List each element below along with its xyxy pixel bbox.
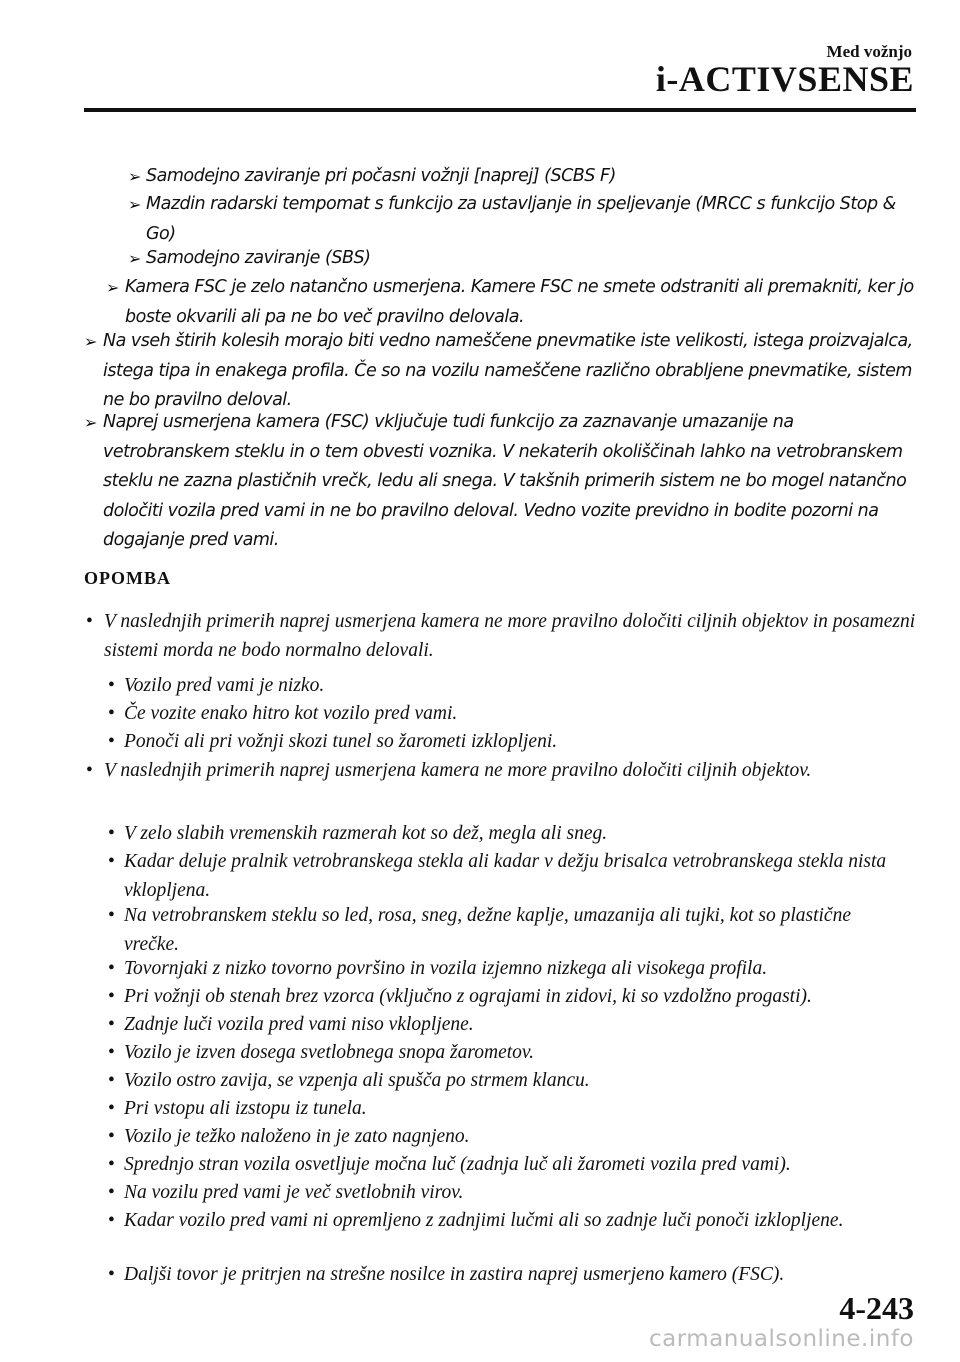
note-subitem-text: Kadar deluje pralnik vetrobranskega stekla ali kadar v dežju brisalca vetrobranskega stekla nista vklopljena. (124, 851, 887, 901)
dot-bullet-icon: • (108, 1070, 115, 1091)
note-subitem (108, 1039, 918, 1068)
note-subitem (108, 728, 918, 757)
bullet-item (106, 273, 918, 332)
note-item (86, 757, 846, 786)
note-subitem (108, 672, 918, 701)
dot-bullet-icon: • (108, 958, 115, 979)
dot-bullet-icon: • (108, 1098, 115, 1119)
header-rule (84, 108, 916, 112)
arrow-bullet-icon: ➢ (84, 413, 97, 432)
dot-bullet-icon: • (108, 1042, 115, 1063)
dot-bullet-icon: • (108, 851, 115, 872)
note-subitem (108, 700, 918, 729)
bullet-item (128, 190, 918, 249)
note-subitem (108, 1123, 918, 1152)
dot-bullet-icon: • (108, 1210, 115, 1231)
watermark: carmanualsonline.info (648, 1326, 914, 1352)
bullet-item (128, 244, 918, 274)
note-subitem (108, 983, 918, 1012)
bullet-text: Mazdin radarski tempomat s funkcijo za ustavljanje in speljevanje (MRCC s funkcijo Stop & Go) (146, 194, 896, 244)
note-subitem-text: Vozilo je izven dosega svetlobnega snopa žarometov. (124, 1042, 534, 1063)
dot-bullet-icon: • (108, 1126, 115, 1147)
dot-bullet-icon: • (108, 731, 115, 752)
note-subitem-text: V zelo slabih vremenskih razmerah kot so dež, megla ali sneg. (124, 823, 608, 844)
bullet-text: Samodejno zaviranje (SBS) (146, 248, 371, 268)
note-subitem-text: Vozilo je težko naloženo in je zato nagnjeno. (124, 1126, 470, 1147)
note-item (86, 608, 918, 665)
note-subitem-text: Vozilo pred vami je nizko. (124, 675, 325, 696)
dot-bullet-icon: • (108, 1014, 115, 1035)
note-subitem-text: Če vozite enako hitro kot vozilo pred vami. (124, 703, 458, 724)
dot-bullet-icon: • (86, 611, 93, 632)
arrow-bullet-icon: ➢ (128, 249, 141, 268)
dot-bullet-icon: • (108, 675, 115, 696)
bullet-text: Naprej usmerjena kamera (FSC) vključuje tudi funkcijo za zaznavanje umazanije na vetrobranskem steklu in o tem obvesti voznika. V nekaterih okoliščinah lahko na vetrobranskem steklu ne zazna plastičnih vrečk, ledu ali snega. V takšnih primerih sistem ne bo mogel natančno določiti vozila pred vami in ne bo pravilno deloval. Vedno vozite previdno in bodite pozorni na dogajanje pred vami. (103, 412, 907, 550)
note-subitem (108, 1261, 918, 1290)
bullet-text: Kamera FSC je zelo natančno usmerjena. Kamere FSC ne smete odstraniti ali premakniti, ker jo boste okvarili ali pa ne bo več pravilno delovala. (125, 277, 914, 327)
note-subitem-text: Daljši tovor je pritrjen na strešne nosilce in zastira naprej usmerjeno kamero (FSC). (124, 1264, 785, 1285)
note-subitem-text: Vozilo ostro zavija, se vzpenja ali spušča po strmem klancu. (124, 1070, 590, 1091)
dot-bullet-icon: • (108, 1264, 115, 1285)
note-subitem (108, 1067, 918, 1096)
note-subitem-text: Na vetrobranskem steklu so led, rosa, sneg, dežne kaplje, umazanija ali tujki, kot so plastične vrečke. (124, 905, 851, 955)
bullet-text: Samodejno zaviranje pri počasni vožnji [naprej] (SCBS F) (146, 166, 616, 186)
note-subitem (108, 902, 888, 959)
note-subitem (108, 1207, 868, 1236)
note-subitem (108, 1179, 918, 1208)
arrow-bullet-icon: ➢ (84, 332, 97, 351)
dot-bullet-icon: • (108, 986, 115, 1007)
note-subitem (108, 1095, 918, 1124)
page-header (0, 0, 960, 118)
note-subitem-text: Sprednjo stran vozila osvetljuje močna luč (zadnja luč ali žarometi vozila pred vami). (124, 1154, 791, 1175)
dot-bullet-icon: • (108, 1182, 115, 1203)
note-subitem (108, 848, 908, 905)
bullet-item (84, 408, 918, 556)
note-subitem-text: Ponoči ali pri vožnji skozi tunel so žarometi izklopljeni. (124, 731, 558, 752)
note-text: V naslednjih primerih naprej usmerjena kamera ne more pravilno določiti ciljnih objektov in posamezni sistemi morda ne bodo normalno delovali. (104, 611, 916, 661)
note-text: V naslednjih primerih naprej usmerjena kamera ne more pravilno določiti ciljnih objektov. (104, 760, 812, 781)
section-label: Med vožnjo (826, 42, 912, 61)
note-title: OPOMBA (84, 568, 171, 588)
note-subitem-text: Pri vstopu ali izstopu iz tunela. (124, 1098, 367, 1119)
note-subitem-text: Tovornjaki z nizko tovorno površino in vozila izjemno nizkega ali visokega profila. (124, 958, 768, 979)
arrow-bullet-icon: ➢ (106, 278, 119, 297)
bullet-item (84, 327, 918, 416)
note-subitem (108, 1011, 918, 1040)
dot-bullet-icon: • (108, 905, 115, 926)
dot-bullet-icon: • (108, 1154, 115, 1175)
bullet-item (128, 162, 918, 192)
page-number: 4-243 (839, 1290, 914, 1326)
note-subitem-text: Kadar vozilo pred vami ni opremljeno z zadnjimi lučmi ali so zadnje luči ponoči izklopljene. (124, 1210, 844, 1231)
note-subitem-text: Zadnje luči vozila pred vami niso vklopljene. (124, 1014, 474, 1035)
chapter-title: i-ACTIVSENSE (655, 59, 914, 99)
arrow-bullet-icon: ➢ (128, 195, 141, 214)
dot-bullet-icon: • (86, 760, 93, 781)
note-subitem (108, 1151, 918, 1180)
dot-bullet-icon: • (108, 823, 115, 844)
dot-bullet-icon: • (108, 703, 115, 724)
note-subitem (108, 820, 918, 849)
note-subitem-text: Na vozilu pred vami je več svetlobnih virov. (124, 1182, 464, 1203)
bullet-text: Na vseh štirih kolesih morajo biti vedno nameščene pnevmatike iste velikosti, istega proizvajalca, istega tipa in enakega profila. Če so na vozilu nameščene različno obrabljene pnevmatike, sistem ne bo pravilno deloval. (103, 331, 913, 410)
arrow-bullet-icon: ➢ (128, 167, 141, 186)
note-subitem-text: Pri vožnji ob stenah brez vzorca (vključno z ograjami in zidovi, ki so vzdolžno progasti). (124, 986, 812, 1007)
note-subitem (108, 955, 918, 984)
